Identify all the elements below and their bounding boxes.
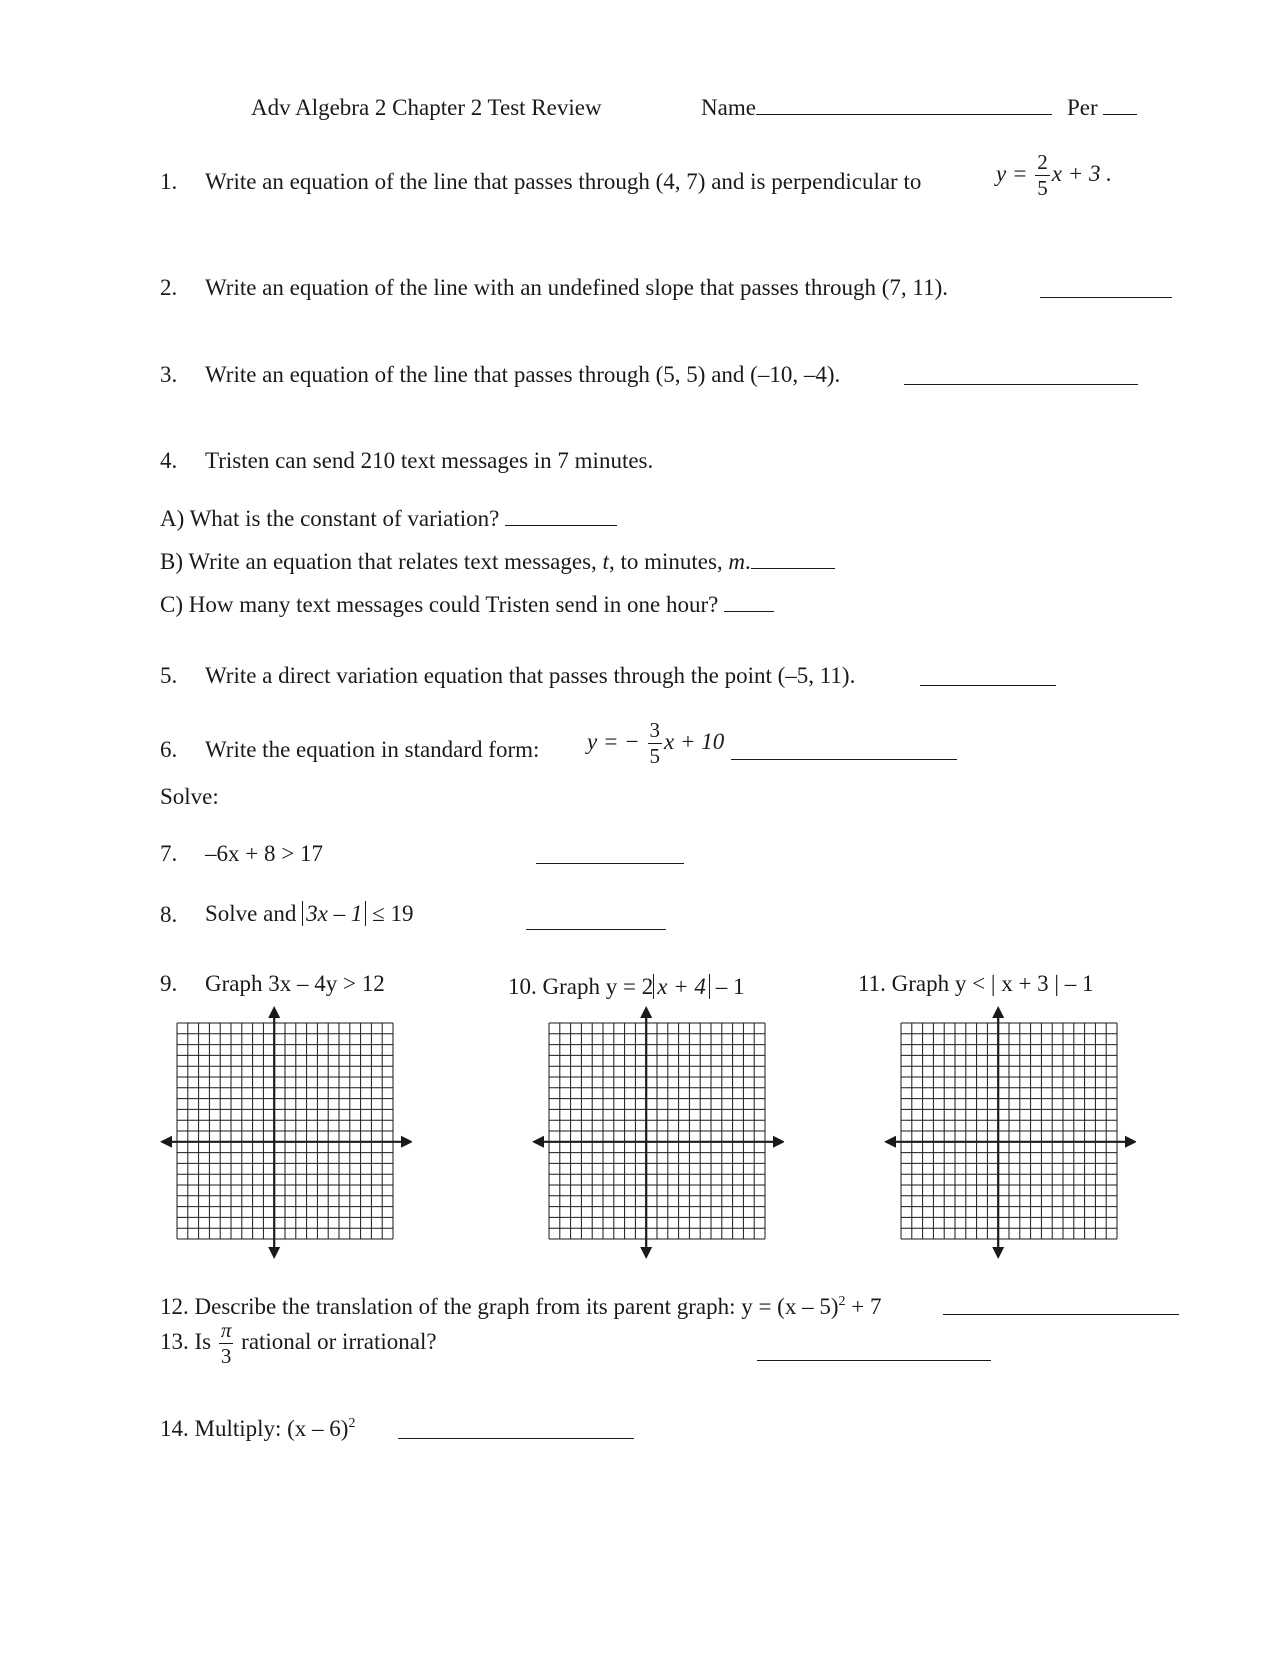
q4c-answer-blank[interactable] <box>724 593 774 612</box>
q1-eq-rhs: x + 3 . <box>1051 160 1112 186</box>
q10-graph-grid[interactable] <box>532 1006 784 1262</box>
period-label: Per <box>1067 95 1098 120</box>
y-axis-arrow-up-icon <box>268 1006 280 1018</box>
q5-number: 5. <box>160 663 178 688</box>
q2-text: Write an equation of the line with an undefined slope that passes through (7, 11). <box>205 275 948 300</box>
q13-label <box>160 1320 437 1367</box>
q6-eq-lhs: y = − <box>587 728 640 754</box>
q9-text: Graph 3x – 4y > 12 <box>205 971 385 996</box>
q8-equation <box>205 901 413 926</box>
q8-text: Solve and <box>205 901 297 926</box>
q4-part-b <box>160 550 835 573</box>
name-field[interactable] <box>701 96 1052 119</box>
q1-frac-den: 5 <box>1037 176 1048 200</box>
x-axis-arrow-right-icon <box>773 1136 784 1148</box>
q7-text: –6x + 8 > 17 <box>205 841 323 866</box>
q8-abs-value: 3x – 1 <box>302 901 366 926</box>
q4b-text: B) Write an equation that relates text messages, <box>160 549 597 574</box>
q13-fraction <box>219 1320 234 1367</box>
q12-exponent: 2 <box>838 1294 846 1309</box>
q3-text: Write an equation of the line that passes through (5, 5) and (–10, –4). <box>205 362 841 387</box>
q4-part-c <box>160 593 774 616</box>
q4b-end: . <box>745 549 751 574</box>
q11-text: Graph y < | x + 3 | – 1 <box>891 971 1094 996</box>
q14-answer-blank[interactable] <box>398 1420 634 1439</box>
q9-graph-grid[interactable] <box>160 1006 412 1262</box>
q13-frac-num: π <box>220 1318 232 1342</box>
solve-label: Solve: <box>160 784 219 809</box>
q1-equation <box>996 152 1112 199</box>
q10-label <box>508 974 744 999</box>
q6-frac-den: 5 <box>649 744 660 768</box>
y-axis-arrow-down-icon <box>268 1247 280 1259</box>
q2-number: 2. <box>160 275 178 300</box>
q6-number: 6. <box>160 737 178 762</box>
q10-coef: 2 <box>641 974 654 999</box>
q10-abs-value: x + 4 <box>653 974 710 999</box>
q7-answer-blank[interactable] <box>536 845 684 864</box>
x-axis-arrow-left-icon <box>532 1136 544 1148</box>
q8-answer-blank[interactable] <box>526 911 666 930</box>
x-axis-arrow-left-icon <box>884 1136 896 1148</box>
q12-number: 12. <box>160 1294 189 1319</box>
q4-number: 4. <box>160 448 178 473</box>
q14-label <box>160 1417 355 1440</box>
x-axis-arrow-left-icon <box>160 1136 172 1148</box>
q4-text: Tristen can send 210 text messages in 7 minutes. <box>205 448 654 473</box>
q10-pre: Graph y = <box>542 974 636 999</box>
q4-part-a <box>160 507 617 530</box>
y-axis-arrow-down-icon <box>640 1247 652 1259</box>
name-blank[interactable] <box>756 96 1052 115</box>
q1-fraction <box>1035 152 1050 199</box>
q7-number: 7. <box>160 841 178 866</box>
q4b-mid: , to minutes, <box>608 549 723 574</box>
q1-text: Write an equation of the line that passes through (4, 7) and is perpendicular to <box>205 169 922 194</box>
q6-equation <box>587 720 724 767</box>
x-axis-arrow-right-icon <box>1125 1136 1136 1148</box>
q3-answer-blank[interactable] <box>904 366 1138 385</box>
q4a-text: A) What is the constant of variation? <box>160 506 500 531</box>
q6-text: Write the equation in standard form: <box>205 737 540 762</box>
q6-eq-rhs: x + 10 <box>664 728 725 754</box>
q14-number: 14. <box>160 1416 189 1441</box>
y-axis-arrow-up-icon <box>640 1006 652 1018</box>
q11-graph-grid[interactable] <box>884 1006 1136 1262</box>
q12-label <box>160 1295 881 1318</box>
q12-tail: + 7 <box>851 1294 882 1319</box>
name-label: Name <box>701 95 756 120</box>
q6-frac-num: 3 <box>649 718 660 742</box>
y-axis-arrow-down-icon <box>992 1247 1004 1259</box>
q2-answer-blank[interactable] <box>1040 279 1172 298</box>
q13-answer-blank[interactable] <box>757 1342 991 1361</box>
q12-answer-blank[interactable] <box>943 1296 1179 1315</box>
q8-number: 8. <box>160 902 178 927</box>
period-field[interactable] <box>1067 96 1137 119</box>
q5-answer-blank[interactable] <box>920 667 1056 686</box>
q13-pre: Is <box>194 1328 212 1354</box>
q1-frac-num: 2 <box>1037 150 1048 174</box>
q4b-answer-blank[interactable] <box>751 550 835 569</box>
q1-number: 1. <box>160 169 178 194</box>
q4b-var-t: t <box>602 549 609 574</box>
q11-label <box>858 972 1094 995</box>
q1-eq-lhs: y = <box>996 160 1028 186</box>
q8-rest: ≤ 19 <box>372 901 414 926</box>
period-blank[interactable] <box>1103 96 1137 115</box>
q11-number: 11. <box>858 971 886 996</box>
q3-number: 3. <box>160 362 178 387</box>
q12-text: Describe the translation of the graph from its parent graph: y = (x – 5) <box>194 1294 839 1319</box>
q5-text: Write a direct variation equation that passes through the point (–5, 11). <box>205 663 856 688</box>
q10-post: – 1 <box>715 974 745 999</box>
q14-exponent: 2 <box>348 1416 356 1431</box>
q10-number: 10. <box>508 974 537 999</box>
q6-fraction <box>648 720 663 767</box>
q13-number: 13. <box>160 1328 189 1354</box>
q13-text: rational or irrational? <box>241 1328 437 1354</box>
q4b-var-m: m <box>728 549 746 574</box>
worksheet-title: Adv Algebra 2 Chapter 2 Test Review <box>251 95 602 120</box>
q4a-answer-blank[interactable] <box>505 507 617 526</box>
y-axis-arrow-up-icon <box>992 1006 1004 1018</box>
q4c-text: C) How many text messages could Tristen send in one hour? <box>160 592 719 617</box>
q9-number: 9. <box>160 971 178 996</box>
q6-answer-blank[interactable] <box>731 741 957 760</box>
q14-text: Multiply: (x – 6) <box>194 1416 349 1441</box>
x-axis-arrow-right-icon <box>401 1136 412 1148</box>
q13-frac-den: 3 <box>220 1344 232 1368</box>
